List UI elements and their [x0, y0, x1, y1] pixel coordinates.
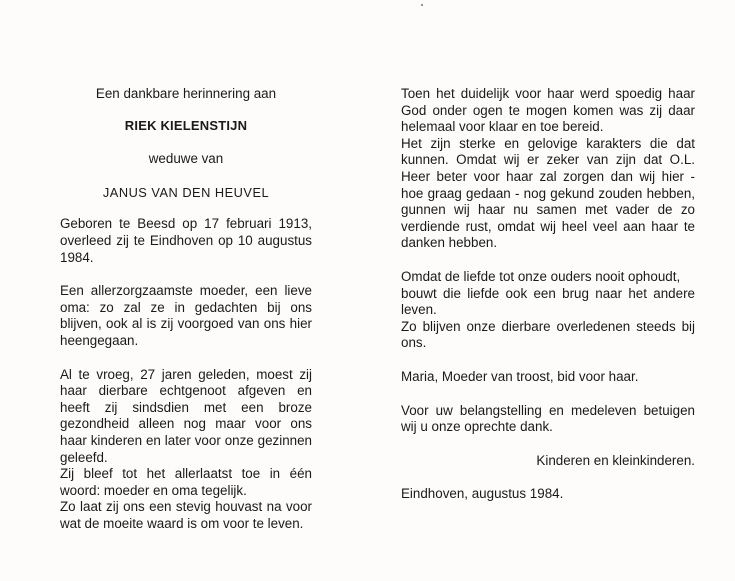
deceased-name: RIEK KIELENSTIJN	[124, 117, 248, 133]
place-date-line: Eindhoven, augustus 1984.	[401, 486, 564, 502]
relation-line: weduwe van	[148, 151, 224, 167]
rest-paragraph: Het zijn sterke en gelovige karakters die dat kunnen. Omdat wij er zeker van zijn dat O.L. Heer beter voor haar zal zorgen dan wij hier - hoe graag gedaan - nog gekund zouden hebben, gunnen wij haar nu samen met vader de zo verdiende rust, omdat wij heel veel aan haar te danken hebben.	[401, 135, 695, 251]
love-line-3: Zo blijven onze dierbare overledenen steeds bij ons.	[401, 318, 695, 351]
right-column	[401, 86, 695, 503]
love-line-2: bouwt die liefde ook een brug naar het andere leven.	[401, 285, 695, 318]
mother-paragraph: Een allerzorgzaamste moeder, een lieve oma: zo zal ze in gedachten bij ons blijven, ook al is zij voorgoed van ons hier heengegaan.	[60, 283, 312, 348]
thanks-paragraph: Voor uw belangstelling en medeleven betuigen wij u onze oprechte dank.	[401, 402, 695, 435]
prayer-line: Maria, Moeder van troost, bid voor haar.	[401, 368, 639, 384]
print-speck	[421, 4, 423, 6]
widow-paragraph: Al te vroeg, 27 jaren geleden, moest zij haar dierbare echtgenoot afgeven en heeft zij sindsdien met een broze gezondheid alleen nog maar voor ons haar kinderen en later voor onze gezinnen geleefd.	[60, 366, 312, 465]
faith-paragraph: Toen het duidelijk voor haar werd spoedig haar God onder ogen te mogen komen was zij daar helemaal voor klaar en toe bereid.	[401, 86, 695, 135]
love-line-1: Omdat de liefde tot onze ouders nooit ophoudt,	[401, 268, 681, 284]
intro-line: Een dankbare herinnering aan	[95, 86, 277, 101]
husband-name: JANUS VAN DEN HEUVEL	[102, 184, 270, 200]
signature-line: Kinderen en kleinkinderen.	[536, 452, 695, 468]
until-end-paragraph: Zij bleef tot het allerlaatst toe in één woord: moeder en oma tegelijk.	[60, 466, 312, 498]
birth-death-paragraph: Geboren te Beesd op 17 februari 1913, overleed zij te Eindhoven op 10 augustus 1984.	[60, 216, 312, 265]
left-column	[60, 86, 312, 532]
legacy-paragraph: Zo laat zij ons een stevig houvast na voor wat de moeite waard is om voor te leven.	[60, 499, 312, 531]
